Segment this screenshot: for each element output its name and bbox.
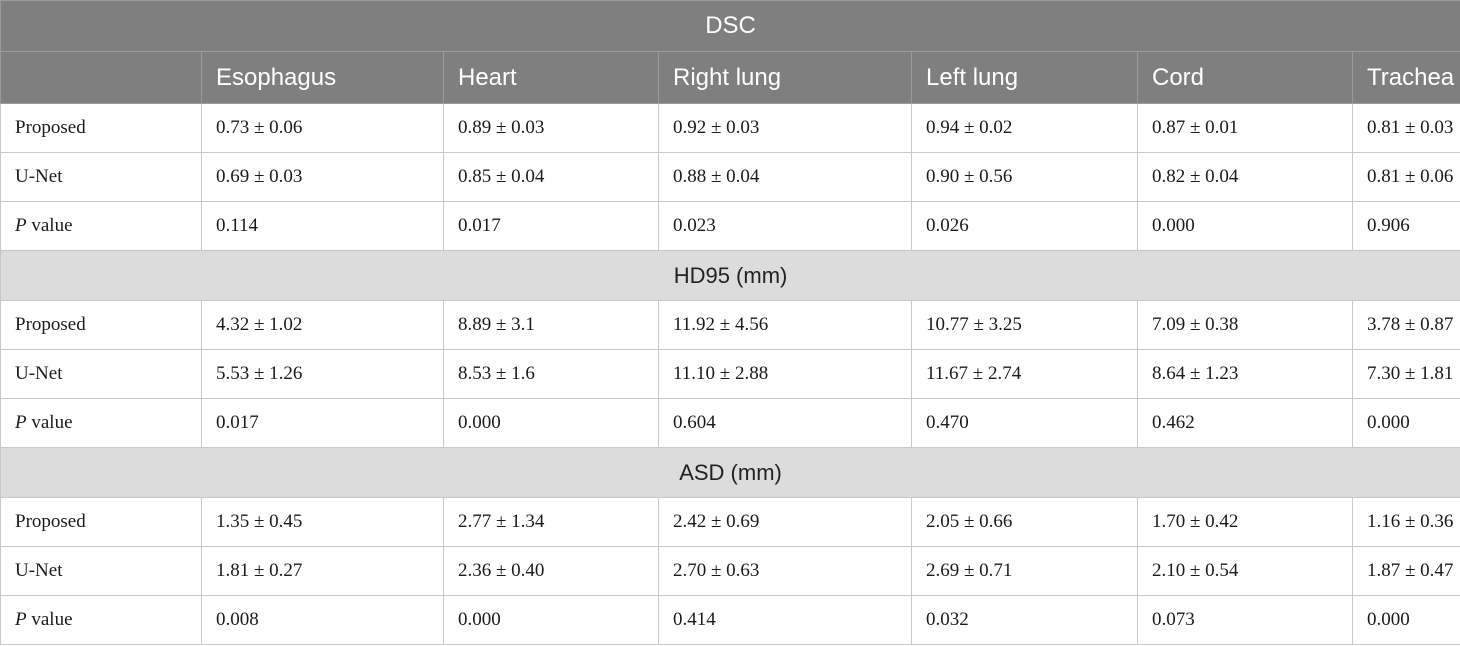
table-row <box>1 596 1460 645</box>
table-cell: 0.000 <box>1353 399 1460 448</box>
table-cell: 0.89 ± 0.03 <box>444 104 659 153</box>
table-cell: 0.69 ± 0.03 <box>202 153 444 202</box>
p-label-text: value <box>26 412 73 433</box>
table-cell: 0.90 ± 0.56 <box>912 153 1138 202</box>
table-cell: 0.114 <box>202 202 444 251</box>
row-label: Proposed <box>1 498 202 547</box>
table-cell: 2.77 ± 1.34 <box>444 498 659 547</box>
table-row <box>1 153 1460 202</box>
table-cell: 0.032 <box>912 596 1138 645</box>
table-cell: 0.017 <box>202 399 444 448</box>
table-cell: 0.73 ± 0.06 <box>202 104 444 153</box>
table-row <box>1 399 1460 448</box>
table-cell: 4.32 ± 1.02 <box>202 301 444 350</box>
table-cell: 11.67 ± 2.74 <box>912 350 1138 399</box>
table-row <box>1 202 1460 251</box>
table-cell: 11.10 ± 2.88 <box>659 350 912 399</box>
table-cell: 1.81 ± 0.27 <box>202 547 444 596</box>
table-cell: 8.64 ± 1.23 <box>1138 350 1353 399</box>
row-label: U-Net <box>1 547 202 596</box>
table-cell: 0.82 ± 0.04 <box>1138 153 1353 202</box>
p-label-text: value <box>26 215 73 236</box>
table-cell: 0.414 <box>659 596 912 645</box>
column-header-row <box>1 52 1460 104</box>
section-title: DSC <box>1 1 1460 52</box>
table-cell: 7.09 ± 0.38 <box>1138 301 1353 350</box>
table-cell: 1.35 ± 0.45 <box>202 498 444 547</box>
section-header-hd95 <box>1 251 1460 301</box>
table-cell: 0.000 <box>444 596 659 645</box>
column-header <box>1 52 202 104</box>
table-cell: 5.53 ± 1.26 <box>202 350 444 399</box>
section-header-asd <box>1 448 1460 498</box>
p-label-text: value <box>26 609 73 630</box>
column-header: Heart <box>444 52 659 104</box>
section-title: HD95 (mm) <box>1 251 1460 301</box>
table-cell: 2.70 ± 0.63 <box>659 547 912 596</box>
table-cell: 0.92 ± 0.03 <box>659 104 912 153</box>
column-header: Left lung <box>912 52 1138 104</box>
table-cell: 0.88 ± 0.04 <box>659 153 912 202</box>
table-cell: 0.81 ± 0.06 <box>1353 153 1460 202</box>
row-label: Proposed <box>1 301 202 350</box>
row-label <box>1 399 202 448</box>
table-cell: 0.94 ± 0.02 <box>912 104 1138 153</box>
p-symbol: P <box>15 412 27 433</box>
row-label: U-Net <box>1 350 202 399</box>
table-cell: 8.89 ± 3.1 <box>444 301 659 350</box>
table-cell: 0.470 <box>912 399 1138 448</box>
table-cell: 0.000 <box>444 399 659 448</box>
column-header: Right lung <box>659 52 912 104</box>
table-cell: 0.87 ± 0.01 <box>1138 104 1353 153</box>
table-cell: 8.53 ± 1.6 <box>444 350 659 399</box>
column-header: Cord <box>1138 52 1353 104</box>
table-cell: 2.36 ± 0.40 <box>444 547 659 596</box>
table-cell: 0.000 <box>1138 202 1353 251</box>
table-row <box>1 498 1460 547</box>
table-cell: 0.073 <box>1138 596 1353 645</box>
row-label: Proposed <box>1 104 202 153</box>
table-cell: 0.026 <box>912 202 1138 251</box>
table-cell: 7.30 ± 1.81 <box>1353 350 1460 399</box>
table-cell: 1.87 ± 0.47 <box>1353 547 1460 596</box>
table-cell: 0.81 ± 0.03 <box>1353 104 1460 153</box>
table-cell: 2.10 ± 0.54 <box>1138 547 1353 596</box>
p-symbol: P <box>15 215 27 236</box>
table-row <box>1 301 1460 350</box>
table-cell: 0.604 <box>659 399 912 448</box>
table-cell: 0.85 ± 0.04 <box>444 153 659 202</box>
table-cell: 0.000 <box>1353 596 1460 645</box>
table-row <box>1 350 1460 399</box>
table-cell: 2.42 ± 0.69 <box>659 498 912 547</box>
table-cell: 10.77 ± 3.25 <box>912 301 1138 350</box>
table-cell: 1.16 ± 0.36 <box>1353 498 1460 547</box>
section-title: ASD (mm) <box>1 448 1460 498</box>
p-symbol: P <box>15 609 27 630</box>
table-cell: 0.906 <box>1353 202 1460 251</box>
table-cell: 0.462 <box>1138 399 1353 448</box>
table-cell: 2.69 ± 0.71 <box>912 547 1138 596</box>
table-cell: 1.70 ± 0.42 <box>1138 498 1353 547</box>
row-label <box>1 596 202 645</box>
table-cell: 3.78 ± 0.87 <box>1353 301 1460 350</box>
table-cell: 0.023 <box>659 202 912 251</box>
column-header: Trachea <box>1353 52 1460 104</box>
table-cell: 11.92 ± 4.56 <box>659 301 912 350</box>
table-cell: 0.017 <box>444 202 659 251</box>
section-header-dsc <box>1 1 1460 52</box>
table-row <box>1 547 1460 596</box>
table-cell: 2.05 ± 0.66 <box>912 498 1138 547</box>
table-cell: 0.008 <box>202 596 444 645</box>
row-label: U-Net <box>1 153 202 202</box>
column-header: Esophagus <box>202 52 444 104</box>
row-label <box>1 202 202 251</box>
table-row <box>1 104 1460 153</box>
